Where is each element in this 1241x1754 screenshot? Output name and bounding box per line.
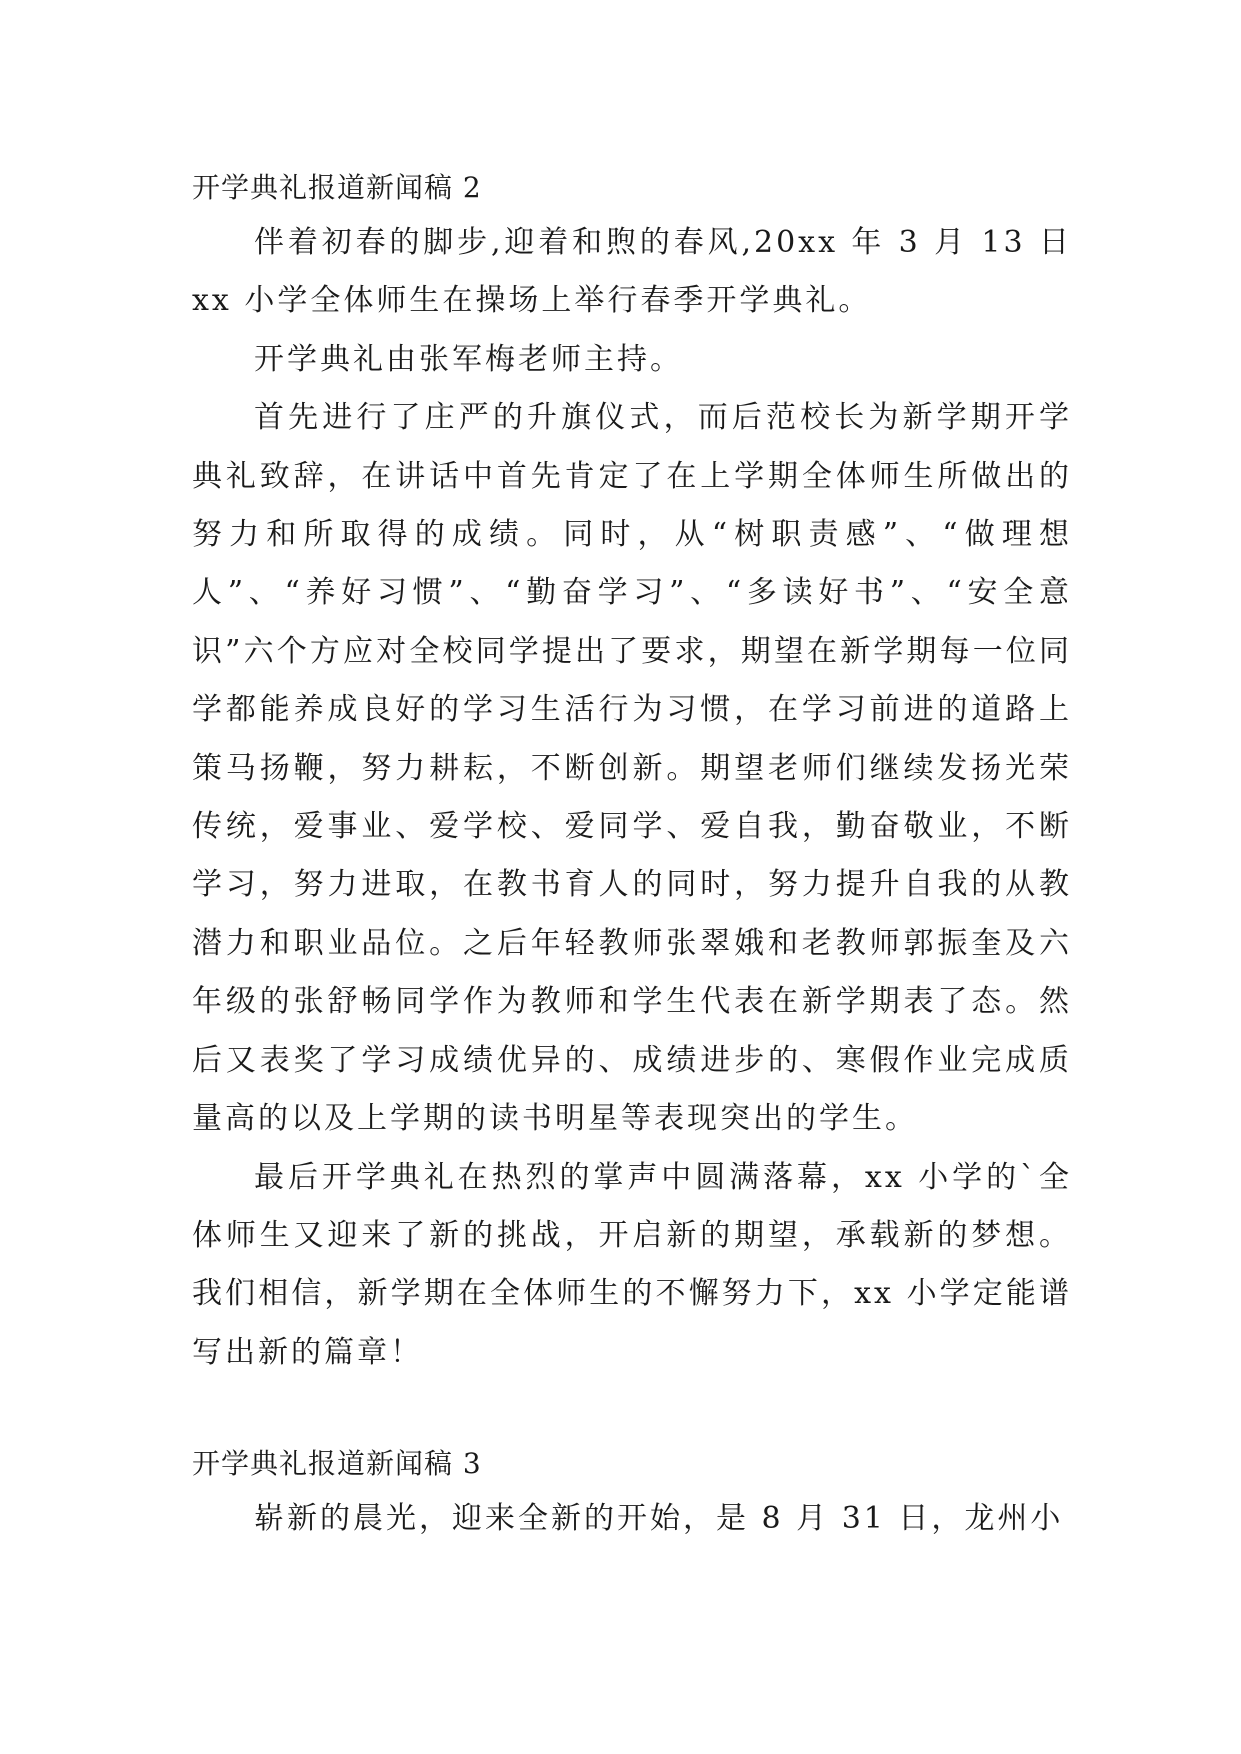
article-paragraph: 最后开学典礼在热烈的掌声中圆满落幕，xx 小学的`全体师生又迎来了新的挑战，开启新的期望，承载新的梦想。我们相信，新学期在全体师生的不懈努力下，xx 小学定能谱写出新的篇章！ — [192, 1159, 1072, 1370]
article-paragraph: 崭新的晨光，迎来全新的开始，是 8 月 31 日，龙州小 — [254, 1501, 1064, 1536]
article-heading: 开学典礼报道新闻稿 3 — [192, 1447, 482, 1480]
article-paragraph: 开学典礼由张军梅老师主持。 — [254, 341, 683, 377]
article-section-3 — [192, 1438, 1072, 1548]
article-paragraph: 伴着初春的脚步,迎着和煦的春风,20xx 年 3 月 13 日 xx 小学全体师生在操场上举行春季开学典礼。 — [192, 225, 1072, 319]
article-heading: 开学典礼报道新闻稿 2 — [192, 171, 482, 204]
article-paragraph: 首先进行了庄严的升旗仪式，而后范校长为新学期开学典礼致辞，在讲话中首先肯定了在上学期全体师生所做出的努力和所取得的成绩。同时，从“树职责感”、“做理想人”、“养好习惯”、“勤奋学习”、“多读好书”、“安全意识”六个方应对全校同学提出了要求，期望在新学期每一位同学都能养成良好的学习生活行为习惯，在学习前进的道路上策马扬鞭，努力耕耘，不断创新。期望老师们继续发扬光荣传统，爱事业、爱学校、爱同学、爱自我，勤奋敬业，不断学习，努力进取，在教书育人的同时，努力提升自我的从教潜力和职业品位。之后年轻教师张翠娥和老教师郭振奎及六年级的张舒畅同学作为教师和学生代表在新学期表了态。然后又表奖了学习成绩优异的、成绩进步的、寒假作业完成质量高的以及上学期的读书明星等表现突出的学生。 — [192, 400, 1072, 1137]
article-section-2 — [192, 162, 1072, 1382]
